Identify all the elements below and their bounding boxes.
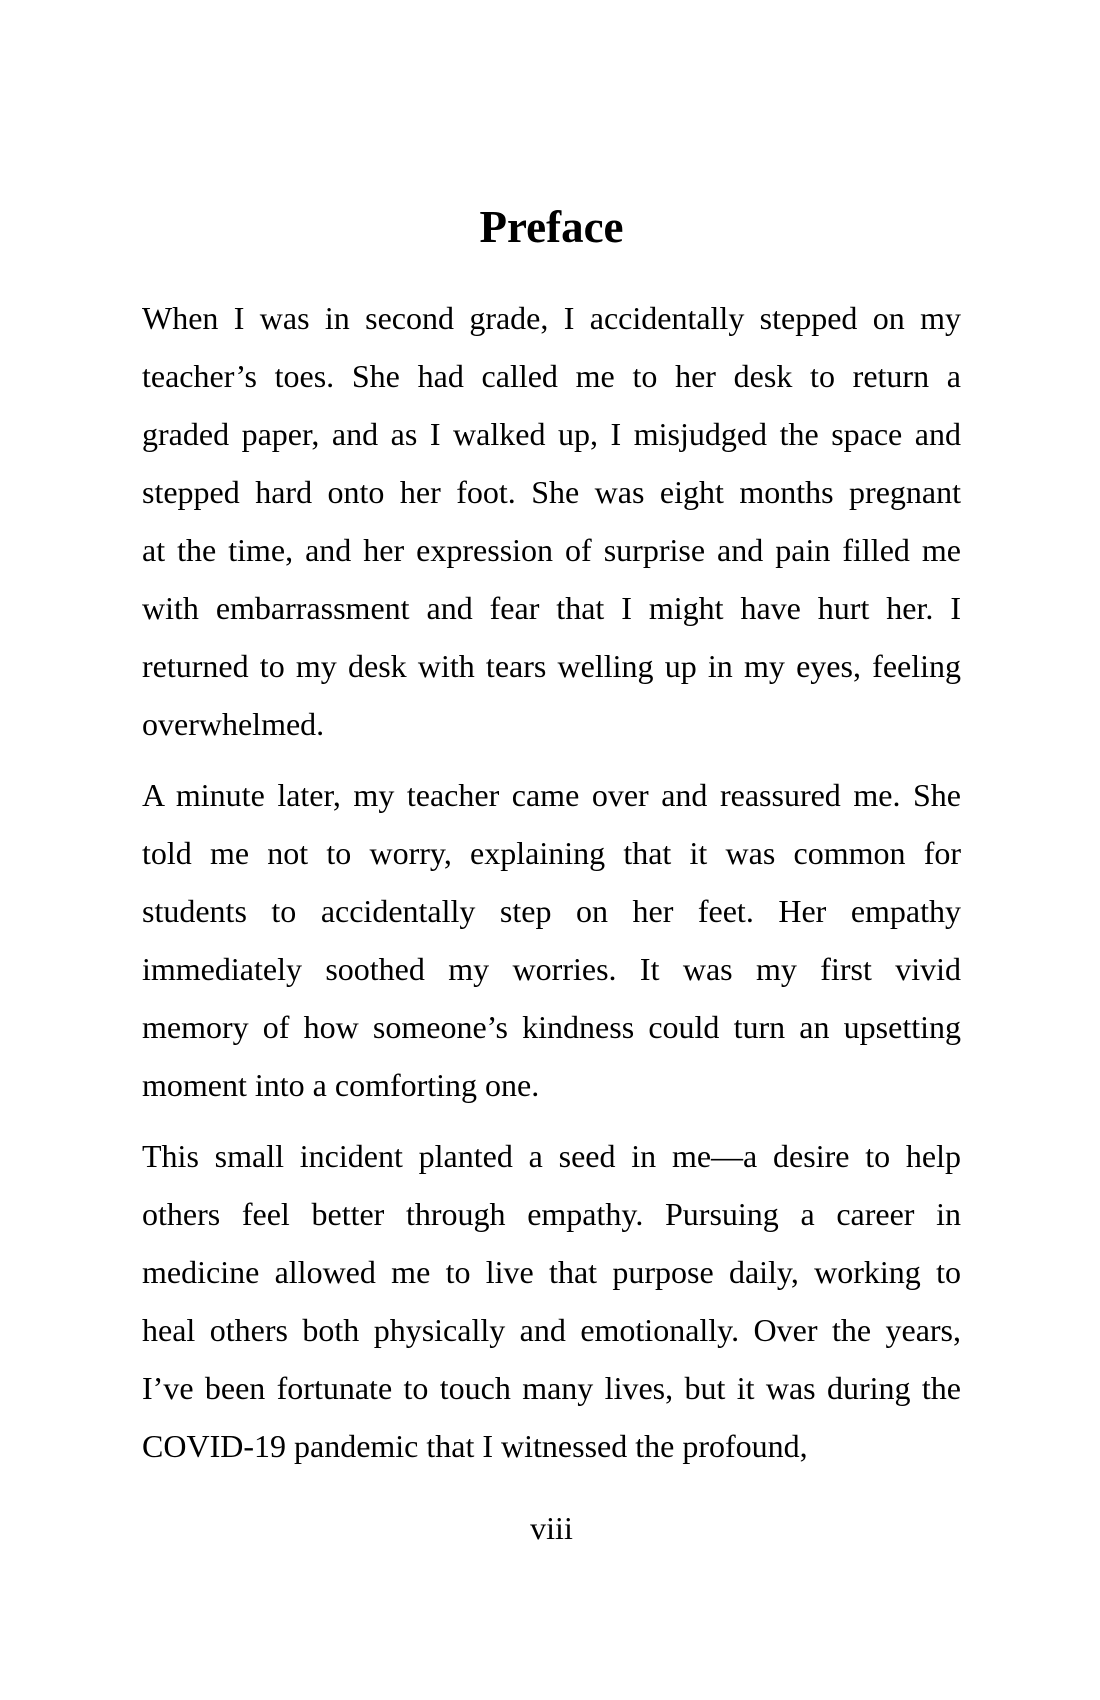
paragraph-line: teacher’s toes. She had called me to her desk to return a [142,358,961,394]
page-title: Preface [479,202,624,252]
paragraph-line: immediately soothed my worries. It was my first vivid [142,951,961,987]
paragraph [142,289,961,753]
paragraph-line: This small incident planted a seed in me—a desire to help [142,1138,961,1174]
paragraph-line: A minute later, my teacher came over and reassured me. She [142,777,961,813]
paragraph-line: medicine allowed me to live that purpose daily, working to [142,1254,961,1290]
paragraph-line: When I was in second grade, I accidentally stepped on my [142,300,961,336]
paragraph-line: I’ve been fortunate to touch many lives, but it was during the [142,1370,961,1406]
paragraph [142,766,961,1114]
paragraph-line: overwhelmed. [142,706,325,742]
paragraph-line: COVID-19 pandemic that I witnessed the profound, [142,1428,808,1464]
paragraph-line: moment into a comforting one. [142,1067,540,1103]
paragraph-line: told me not to worry, explaining that it was common for [142,835,961,871]
paragraph [142,1127,961,1475]
page-content [142,0,961,1488]
paragraph-line: students to accidentally step on her feet. Her empathy [142,893,961,929]
paragraph-line: heal others both physically and emotionally. Over the years, [142,1312,961,1348]
paragraph-line: at the time, and her expression of surprise and pain filled me [142,532,961,568]
paragraph-line: graded paper, and as I walked up, I misjudged the space and [142,416,961,452]
paragraph-line: returned to my desk with tears welling up in my eyes, feeling [142,648,961,684]
paragraphs [142,289,961,1475]
paragraph-line: with embarrassment and fear that I might have hurt her. I [142,590,961,626]
paragraph-line: others feel better through empathy. Pursuing a career in [142,1196,961,1232]
paragraph-line: memory of how someone’s kindness could turn an upsetting [142,1009,961,1045]
paragraph-line: stepped hard onto her foot. She was eight months pregnant [142,474,961,510]
page-number: viii [530,1510,573,1546]
